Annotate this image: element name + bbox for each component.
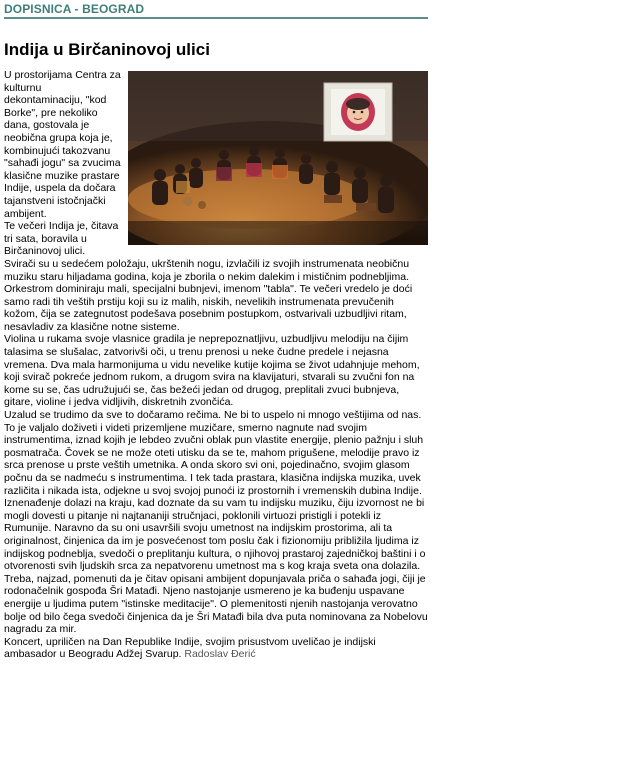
paragraph: Te večeri Indija je, čitava tri sata, boravila u Birčaninovoj ulici. (4, 220, 119, 258)
concert-photo (128, 71, 428, 245)
author-byline: Radoslav Đerić (184, 648, 256, 661)
paragraph-last (4, 636, 428, 661)
article-container (4, 0, 428, 661)
section-label: DOPISNICA - BEOGRAD (4, 2, 145, 16)
article-body (4, 69, 428, 661)
paragraph: Treba, najzad, pomenuti da je čitav opisani ambijent dopunjavala priča o sahađa jogi, čiji je rodonačelnik gospođa Šri Matađi. Njeno nastojanje usmereno je ka buđenju uspavane energije u ljudima putem "istinske meditacije". O plemenitosti njenih nastojanja verovatno bolje od bilo čega svedoči činjenica da je Šri Matađi bila dva puta nominovana za Nobelovu nagradu za mir. (4, 572, 428, 636)
article-title: Indija u Birčaninovoj ulici (4, 40, 210, 59)
paragraph: Violina u rukama svoje vlasnice gradila je neprepoznatljivu, uzbudljivu melodiju na čijim talasima se slušalac, zatvorivši oči, u trenu prenosi u neke čudne predele i nejasna vremena. Dva mala harmonijuma u vidu nevelike kutije kojima se život udahnjuje mehom, koji svirač pokreće jednom rukom, a drugom svira na klavijaturi, stvarali su zvučni fon na kome su se, čas udružujući se, čas bežeći jedan od drugog, preplitali zvuci bubnjeva, gitare, violine i jedva vidljivih, diskretnih zvončića. (4, 333, 420, 409)
paragraph: Iznenađenje dolazi na kraju, kad doznate da su vam tu indijsku muziku, čiju izvornost ne bi mogli dovesti u pitanje ni najtananiji stručnjaci, poklonili virtuozi pristigli i potekli iz Rumunije. Naravno da su oni usavršili svoju umetnost na indijskim prostorima, ali ta originalnost, činjenica da im je posvećenost tom poslu čak i fizionomiju približila ljudima iz indijskog podneblja, svedoči o preplitanju kultura, o njihovoj prastaroj zajedničkoj baštini i o otvorenosti svih ljudskih srca za nepatvorenu umetnost ma s kog kraja sveta ona dolazila. (4, 497, 426, 573)
paragraph: Uzalud se trudimo da sve to dočaramo rečima. Ne bi to uspelo ni mnogo veštijima od nas. To je valjalo doživeti i videti prizemljene muzičare, smerno nagnute nad svojim instrumentima, iznad kojih je lebdeo zvučni oblak pun vlastite energije, plenio pažnju i sluh posmatrača. Čovek se ne može oteti utisku da se te, mahom prigušene, melodije pravo iz srca prenose u prste veštih umetnika. A onda skoro svi oni, pojedinačno, svojim glasom počnu da se nadmeću s instrumentima. I tek tada prastara, klasična indijska muzika, uvek različita i nikada ista, odjekne u svoj svojoj punoći iz prostornih i vremenskih dubina Indije. (4, 409, 424, 497)
closing-text: Koncert, upriličen na Dan Republike Indije, svojim prisustvom uveličao je indijski ambasador u Beogradu Adžej Svarup. (4, 635, 376, 661)
concert-photo-svg (128, 71, 428, 245)
paragraph: U prostorijama Centra za kulturnu dekontaminaciju, "kod Borke", pre nekoliko dana, gostovala je neobična grupa koja je, kombinujući takozvanu "sahađi jogu" sa zvucima klasične muzike prastare Indije, uspela da dočara tajanstveni istočnjački ambijent. (4, 69, 121, 220)
paragraph: Svirači su u sedećem položaju, ukrštenih nogu, izvlačili iz svojih instrumenata neobičnu muziku staru hiljadama godina, koja je zborila o nekim dalekim i mističnim podnebljima. Orkestrom dominiraju mali, specijalni bubnjevi, imenom "tabla". Te večeri vredelo je doći samo radi tih veštih prstiju koji su iz malih, niskih, nevelikih instrumenata prevučenih kožom, čija se zategnutost podešava posebnim postupkom, ostvarivali uzbudljivi ritam, nesavladiv za klasične notne sisteme. (4, 257, 413, 333)
section-header (4, 0, 428, 19)
